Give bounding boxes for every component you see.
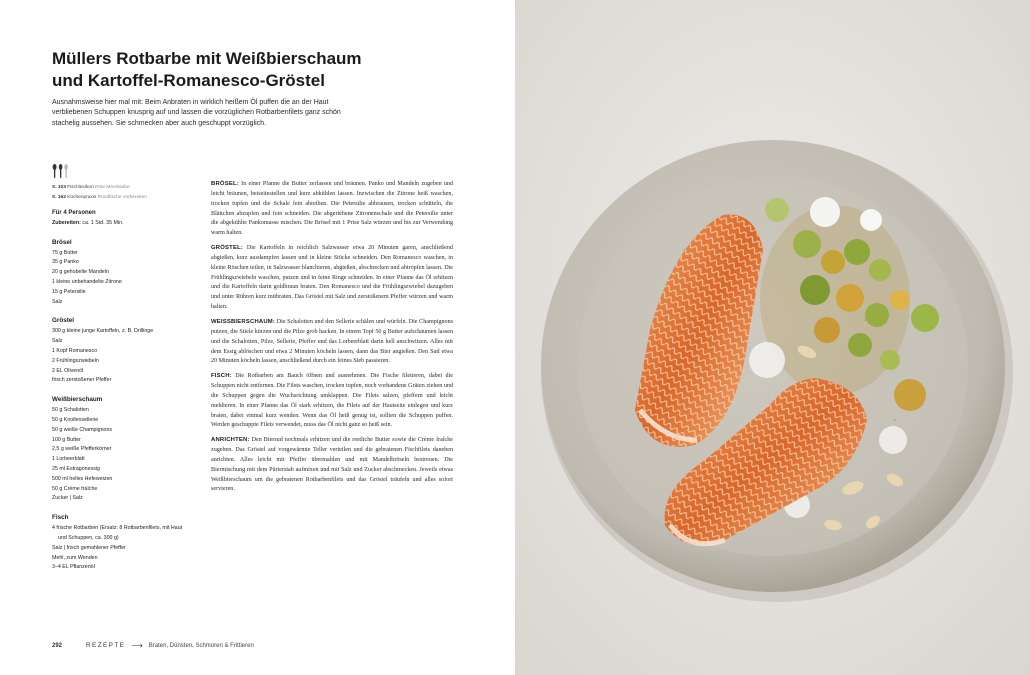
ingredient-item: 1 Kopf Romanesco (52, 347, 98, 354)
ingredient-item: 100 g Butter (52, 436, 81, 443)
method-step (211, 180, 453, 239)
prep-label: Zubereiten: (52, 219, 81, 226)
ingredient-item: 1 Lorbeerblatt (52, 456, 85, 463)
page-footer (52, 641, 472, 650)
title-line-1: Müllers Rotbarbe mit Weißbierschaum (52, 49, 362, 68)
step-title: ANRICHTEN: (211, 437, 250, 444)
reference-detail: Rundfische vorbereiten (97, 195, 147, 200)
ingredient-item: 300 g kleine junge Kartoffeln, z. B. Drillinge (52, 328, 154, 335)
recipe-title (52, 48, 472, 92)
chapter-label: Braten, Dünsten, Schmoren & Frittieren (148, 642, 254, 649)
step-text: Die Rotbarben am Bauch öffnen und ausnehmen. Die Fische filetieren, dabei die Schuppen nicht entfernen. Die Filets waschen, trocken tupfen, noch vorhandene Gräten ziehen und die Schuppen gegen die Wuchsrichtung umklappen. Die Filets salzen, pfeffern und leicht mehlieren. In einer Pfanne das Öl stark erhitzen, die Filets auf der Hautseite einlegen und kurz braten, dabei einmal kurz wenden. Wenn das Öl heiß genug ist, sollten die Schuppen puffen. Werden geschuppte Filets verwendet, muss das Öl nicht ganz so heiß sein. (211, 373, 453, 429)
ingredient-group-title: Weißbierschaum (52, 396, 103, 404)
step-title: GRÖSTEL: (211, 245, 244, 252)
dish-photo (515, 0, 1030, 675)
method-step (211, 372, 453, 431)
ingredient-item: 500 ml helles Hefeweizen (52, 475, 113, 482)
ingredient-item: 2 Frühlingszwiebeln (52, 357, 99, 364)
prep-value: ca. 1 Std. 35 Min. (82, 219, 124, 226)
ingredient-group-title: Gröstel (52, 317, 75, 325)
method-step (211, 244, 453, 313)
recipe-intro: Ausnahmsweise hier mal mit: Beim Anbraten in wirklich heißem Öl puffen die an der Haut verbliebenen Schuppen knusprig auf und lassen die vorzüglichen Rotbarbenfilets ganz schön stachelig aussehen. Sie schmecken aber auch geschuppt vorzüglich. (52, 99, 341, 127)
ingredient-group-groestel (52, 316, 212, 386)
step-title: WEISSBIERSCHAUM: (211, 318, 276, 325)
ingredient-item: Salz (52, 298, 63, 305)
method-steps (211, 180, 453, 500)
title-line-2: und Kartoffel-Romanesco-Gröstel (52, 71, 325, 90)
ingredients-list (52, 209, 212, 573)
ingredient-item: 50 g Knollensellerie (52, 416, 99, 423)
ingredient-item: 15 g Petersilie (52, 288, 86, 295)
ingredient-item: Zucker | Salz (52, 495, 83, 502)
cross-references (52, 183, 212, 203)
reference-page: S. 162 (52, 195, 66, 200)
arrow-right-icon: ⟶ (131, 641, 143, 650)
ingredient-item: 50 g Crème fraîche (52, 485, 98, 492)
reference-item[interactable] (52, 193, 212, 203)
ingredient-group-weissbierschaum (52, 395, 212, 504)
ingredient-group-title: Brösel (52, 238, 72, 246)
method-step (211, 436, 453, 495)
ingredient-item: 35 g Panko (52, 259, 79, 266)
ingredient-item: 2 EL Olivenöl (52, 367, 84, 374)
step-text: Die Schalotten und den Sellerie schälen und würfeln. Die Champignons putzen, die Stiele kürzen und die Pilze grob hacken. In einem Topf 50 g Butter aufschäumen lassen und die Schalotten, Pilze, Sellerie, Pfeffer und das Lorbeerblatt darin hell anschwitzen. Alles mit dem Essig ablöschen und etwa 2 Minuten köcheln lassen, dann das Bier angießen. Den Sud etwa 20 Minuten köcheln lassen, anschließend durch ein feines Sieb passieren. (211, 318, 453, 365)
ingredient-item: 1 kleine unbehandelte Zitrone (52, 278, 122, 285)
servings: Für 4 Personen (52, 210, 96, 216)
ingredient-item: 3–4 EL Pflanzenöl (52, 564, 95, 571)
ingredient-item: Mehl, zum Wenden (52, 554, 98, 561)
step-title: FISCH: (211, 373, 232, 380)
ingredient-item: frisch zerstoßener Pfeffer (52, 377, 112, 384)
ingredient-item: 4 frische Rotbarben (Ersatz: 8 Rotbarbenfilets, mit Haut (52, 525, 183, 532)
ingredient-item: Salz (52, 338, 63, 345)
reference-detail: Rote Meerbarbe (94, 185, 130, 190)
step-title: BRÖSEL: (211, 181, 239, 187)
ingredient-group-title: Fisch (52, 514, 69, 522)
dish-photo-illustration (515, 0, 1030, 675)
ingredient-item: und Schuppen, ca. 300 g) (58, 534, 119, 541)
reference-label: Küchenpraxis (67, 195, 97, 200)
ingredient-item: 50 g weiße Champignons (52, 426, 113, 433)
prep-time (52, 219, 212, 229)
ingredient-item: 50 g Schalotten (52, 407, 89, 414)
reference-item[interactable] (52, 183, 212, 193)
method-step (211, 318, 453, 367)
ingredient-item: 25 ml Estragonessig (52, 465, 100, 472)
ingredient-item: 75 g Butter (52, 249, 78, 256)
ingredient-group-fisch (52, 513, 212, 573)
section-label: REZEPTE (86, 642, 126, 649)
ingredient-item: 20 g gehobelte Mandeln (52, 269, 109, 276)
cutlery-icon (52, 164, 72, 178)
ingredient-group-broesel (52, 238, 212, 308)
step-text: Den Biersud nochmals erhitzen und die restliche Butter sowie die Crème fraîche zugeben. Das Gröstel auf vorgewärmte Teller verteilen und die gebratenen Fischfilets daneben anrichten. Alles leicht mit Pfeffer übermahlen und mit Mandelbröseln bestreuen. Die Biermischung mit dem Pürierstab aufmixen und mit Salz und Zucker abschmecken. Jeweils etwas Weißbierschaum um die gebratenen Rotbarbenfilets und das Gröstel träufeln und alles sofort servieren. (211, 437, 453, 493)
ingredient-item: 2,5 g weiße Pfefferkörner (52, 446, 112, 453)
reference-label: Fischlexikon (67, 185, 94, 190)
step-text: Die Kartoffeln in reichlich Salzwasser etwa 20 Minuten garen, anschließend abgießen, kurz ausdampfen lassen und in kleine Stücke schneiden. Den Romanesco waschen, in kleine Röschen teilen, in Salzwasser blanchieren, abgießen, abschrecken und abtropfen lassen. Die Frühlingszwiebeln waschen, putzen und in feine Ringe schneiden. In einer Pfanne das Öl erhitzen und die Kartoffeln darin goldbraun braten. Den Romanesco und die Frühlingszwiebel dazugeben und unter Rühren kurz mitbraten. Das Gröstel mit Salz und zerstoßenem Pfeffer würzen und warm halten. (211, 245, 453, 311)
page-number: 292 (52, 642, 63, 649)
ingredient-item: Salz | frisch gemahlener Pfeffer (52, 544, 126, 551)
step-text: In einer Pfanne die Butter zerlassen und bräunen. Panko und Mandeln zugeben und leicht bräunen, beiseitestellen und kurz abkühlen lassen. Inzwischen die Zitrone heiß waschen, trocken tupfen und die Schale fein abreiben. Die Petersilie abbrausen, trocken schütteln, die Blättchen abzupfen und fein schneiden. Die abgeriebene Zitronenschale und die Petersilie unter die abgekühlte Pankomasse mischen. Die Brösel mit 1 Prise Salz würzen und bis zur Verwendung warm halten. (211, 181, 454, 237)
reference-page: S. 103 (52, 185, 66, 190)
